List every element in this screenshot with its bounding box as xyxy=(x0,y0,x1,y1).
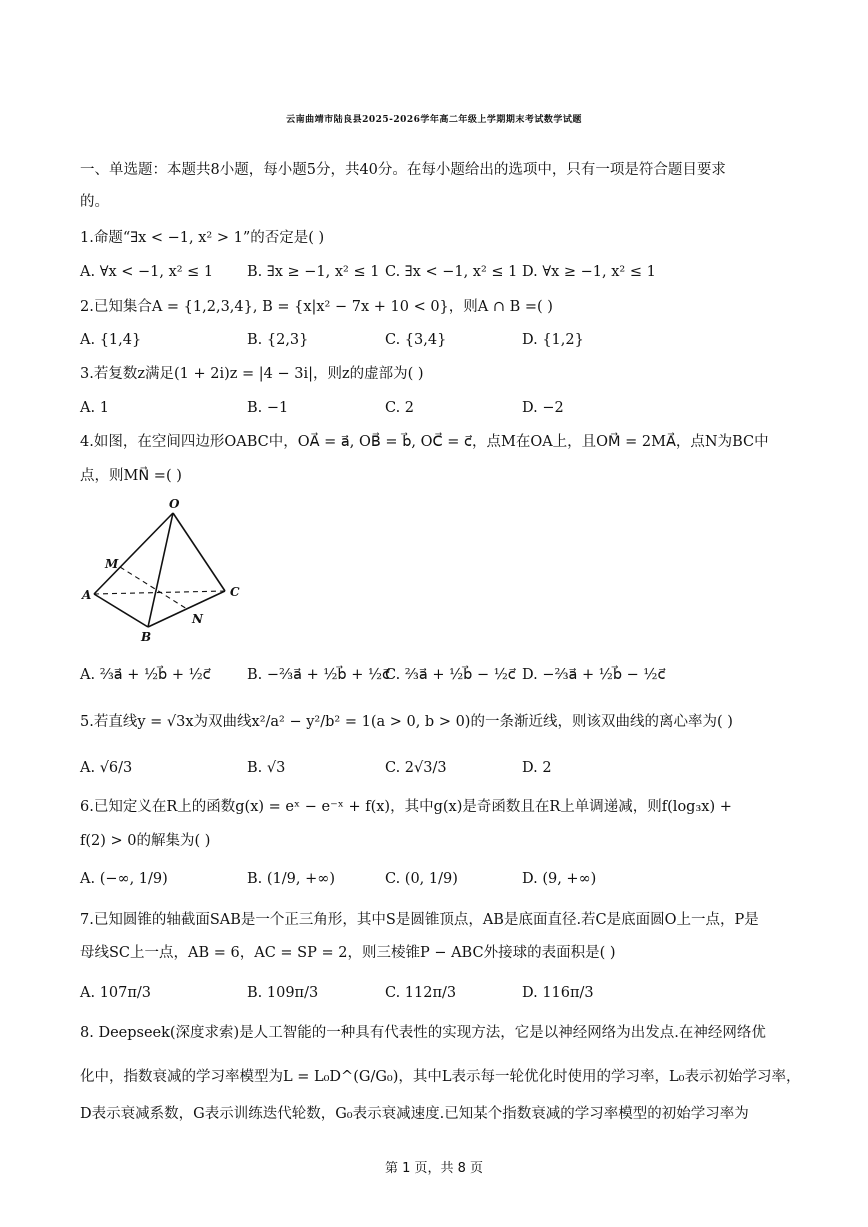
q7-stem-line1: 7.已知圆锥的轴截面SAB是一个正三角形，其中S是圆锥顶点，AB是底面直径.若C是底面圆O上一点，P是 xyxy=(80,912,759,928)
q6-stem-line2: f(2) > 0的解集为( ) xyxy=(80,833,211,849)
q1-option-a: A. ∀x < −1, x² ≤ 1 xyxy=(80,264,214,280)
label-m: M xyxy=(105,557,119,571)
q4-option-b: B. −⅔a⃗ + ½b⃗ + ½c⃗ xyxy=(247,667,390,683)
edge-oa xyxy=(94,513,173,594)
q2-option-d: D. {1,2} xyxy=(522,332,584,348)
q7-option-b: B. 109π/3 xyxy=(247,985,319,1001)
q3-option-b: B. −1 xyxy=(247,400,289,416)
section-heading-line2: 的。 xyxy=(80,194,109,210)
q3-stem: 3.若复数z满足(1 + 2i)z = |4 − 3i|，则z的虚部为( ) xyxy=(80,366,424,382)
edge-oc xyxy=(173,513,225,591)
label-a: A xyxy=(82,588,92,602)
q1-option-d: D. ∀x ≥ −1, x² ≤ 1 xyxy=(522,264,656,280)
q8-stem-line2: 化中，指数衰减的学习率模型为L = L₀D^(G/G₀)，其中L表示每一轮优化时使用的学习率，L₀表示初始学习率， xyxy=(80,1069,801,1085)
q4-stem-line2: 点，则MN⃗ =( ) xyxy=(80,468,182,484)
q4-option-c: C. ⅔a⃗ + ½b⃗ − ½c⃗ xyxy=(385,667,516,683)
q4-option-a: A. ⅔a⃗ + ½b⃗ + ½c⃗ xyxy=(80,667,211,683)
edge-ab xyxy=(94,594,148,627)
page-footer: 第 1 页，共 8 页 xyxy=(384,1161,484,1176)
q1-stem: 1.命题“∃x < −1, x² > 1”的否定是( ) xyxy=(80,230,325,246)
q7-option-a: A. 107π/3 xyxy=(80,985,152,1001)
q3-option-d: D. −2 xyxy=(522,400,564,416)
q4-stem-line1: 4.如图，在空间四边形OABC中，OA⃗ = a⃗, OB⃗ = b⃗, OC⃗ = c⃗，点M在OA上，且OM⃗ = 2MA⃗，点N为BC中 xyxy=(80,434,769,450)
section-heading-line1: 一、单选题：本题共8小题，每小题5分，共40分。在每小题给出的选项中，只有一项是符合题目要求 xyxy=(80,162,726,178)
q8-stem-line3: D表示衰减系数，G表示训练迭代轮数，G₀表示衰减速度.已知某个指数衰减的学习率模型的初始学习率为 xyxy=(80,1106,749,1122)
q6-option-d: D. (9, +∞) xyxy=(522,871,597,887)
q6-option-b: B. (1/9, +∞) xyxy=(247,871,335,887)
q3-option-a: A. 1 xyxy=(80,400,109,416)
edge-ob xyxy=(148,513,173,627)
q2-stem: 2.已知集合A = {1,2,3,4}, B = {x|x² − 7x + 10 < 0}，则A ∩ B =( ) xyxy=(80,299,553,315)
q8-stem-line1: 8. Deepseek(深度求索)是人工智能的一种具有代表性的实现方法，它是以神经网络为出发点.在神经网络优 xyxy=(80,1025,766,1041)
q2-option-a: A. {1,4} xyxy=(80,332,142,348)
q5-option-c: C. 2√3/3 xyxy=(385,760,447,776)
page-title: 云南曲靖市陆良县2025-2026学年高二年级上学期期末考试数学试题 xyxy=(286,115,582,125)
q7-option-d: D. 116π/3 xyxy=(522,985,594,1001)
q1-option-c: C. ∃x < −1, x² ≤ 1 xyxy=(385,264,518,280)
q7-option-c: C. 112π/3 xyxy=(385,985,457,1001)
q6-option-a: A. (−∞, 1/9) xyxy=(80,871,168,887)
q3-option-c: C. 2 xyxy=(385,400,415,416)
q2-option-c: C. {3,4} xyxy=(385,332,447,348)
q4-option-d: D. −⅔a⃗ + ½b⃗ − ½c⃗ xyxy=(522,667,666,683)
q7-stem-line2: 母线SC上一点，AB = 6，AC = SP = 2，则三棱锥P − ABC外接球的表面积是( ) xyxy=(80,945,616,961)
label-o: O xyxy=(169,497,180,511)
q2-option-b: B. {2,3} xyxy=(247,332,309,348)
q5-option-b: B. √3 xyxy=(247,760,286,776)
edge-bc xyxy=(148,591,225,627)
q6-option-c: C. (0, 1/9) xyxy=(385,871,458,887)
q5-option-a: A. √6/3 xyxy=(80,760,133,776)
q6-stem-line1: 6.已知定义在R上的函数g(x) = eˣ − e⁻ˣ + f(x)，其中g(x)是奇函数且在R上单调递减，则f(log₃x) + xyxy=(80,799,732,815)
q5-option-d: D. 2 xyxy=(522,760,552,776)
tetrahedron-figure xyxy=(80,496,250,646)
label-n: N xyxy=(192,612,203,626)
label-c: C xyxy=(230,585,240,599)
label-b: B xyxy=(141,630,152,644)
q1-option-b: B. ∃x ≥ −1, x² ≤ 1 xyxy=(247,264,380,280)
q5-stem: 5.若直线y = √3x为双曲线x²/a² − y²/b² = 1(a > 0, b > 0)的一条渐近线，则该双曲线的离心率为( ) xyxy=(80,714,733,730)
